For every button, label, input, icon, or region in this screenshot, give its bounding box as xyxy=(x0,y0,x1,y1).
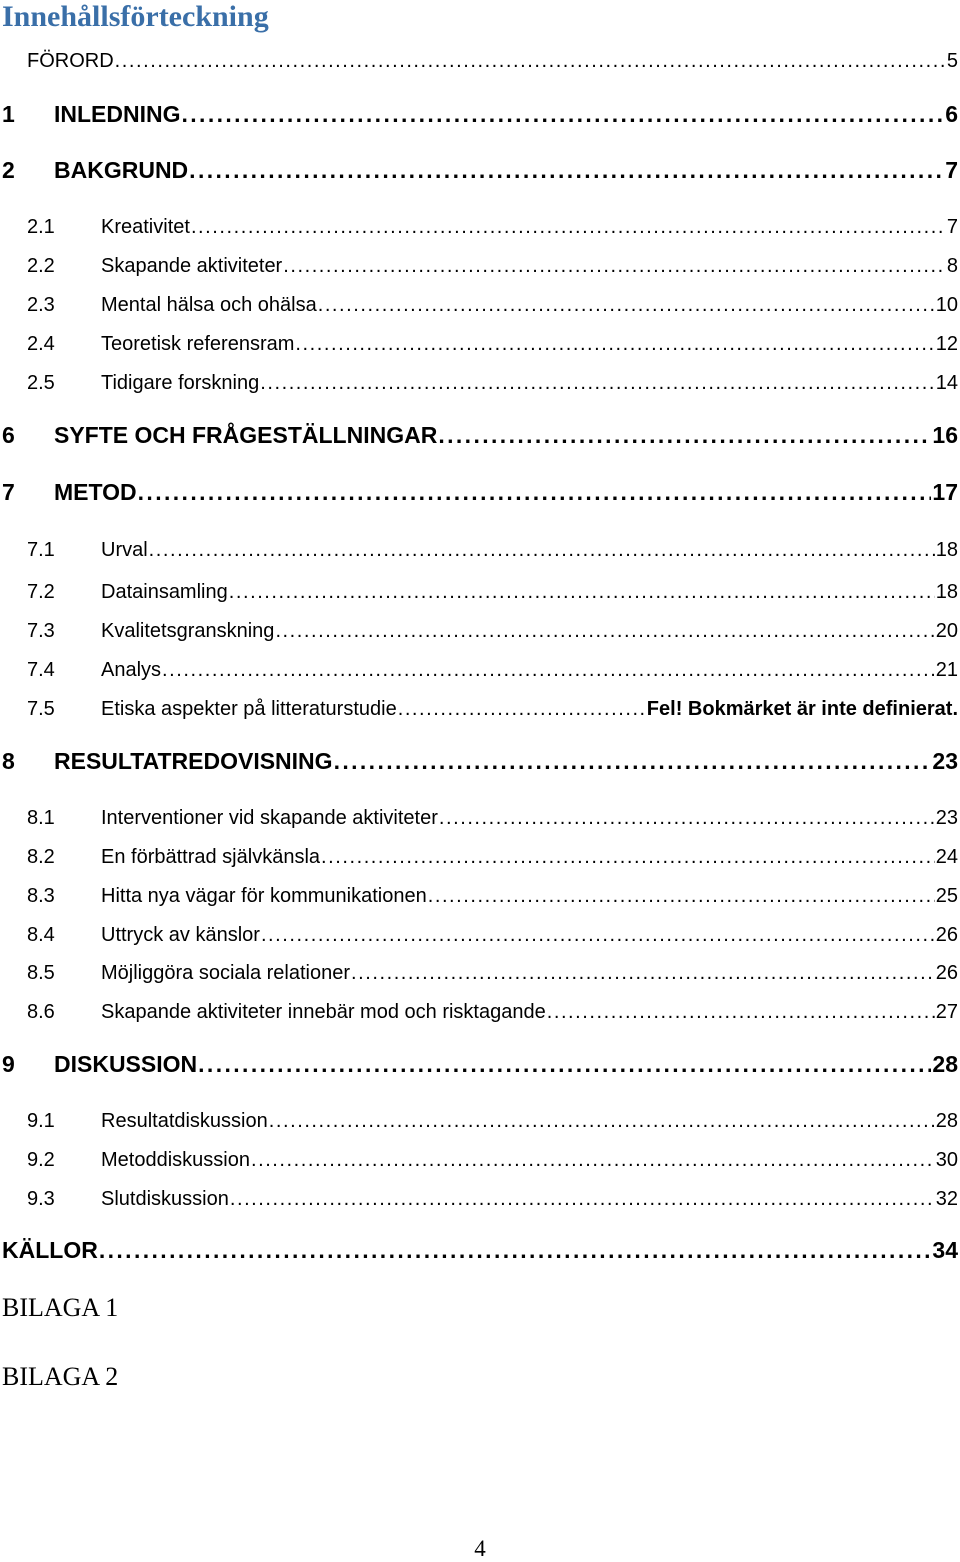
toc-dot-leader xyxy=(149,539,935,562)
toc-entry[interactable] xyxy=(0,1110,958,1133)
toc-dot-leader xyxy=(99,1237,932,1264)
toc-entry-number: 7.4 xyxy=(27,659,55,681)
toc-entry[interactable] xyxy=(0,659,958,682)
toc-entry-number: 2.4 xyxy=(27,333,55,355)
toc-entry-page: 12 xyxy=(935,333,958,355)
toc-dot-leader xyxy=(334,748,932,775)
toc-entry-number: 9.2 xyxy=(27,1149,55,1171)
toc-entry-number: 2.3 xyxy=(27,294,55,316)
toc-dot-leader xyxy=(198,1051,931,1078)
toc-entry[interactable] xyxy=(0,422,958,449)
toc-entry-page: Fel! Bokmärket är inte definierat. xyxy=(646,698,958,720)
toc-entry-number: 7.1 xyxy=(27,539,55,561)
toc-entry-number: 8.2 xyxy=(27,846,55,868)
toc-entry-label: Resultatdiskussion xyxy=(101,1110,268,1132)
toc-entry-label: Skapande aktiviteter xyxy=(101,255,283,277)
toc-entry-number: 9.1 xyxy=(27,1110,55,1132)
toc-dot-leader xyxy=(191,216,946,239)
toc-entry-page: 23 xyxy=(935,807,958,829)
toc-entry-label: Slutdiskussion xyxy=(101,1188,229,1210)
toc-entry-page: 26 xyxy=(935,962,958,984)
toc-entry-page: 24 xyxy=(935,846,958,868)
toc-entry-label: Tidigare forskning xyxy=(101,372,260,394)
toc-dot-leader xyxy=(269,1110,935,1133)
toc-dot-leader xyxy=(283,255,946,278)
toc-entry[interactable] xyxy=(0,539,958,562)
toc-entry[interactable] xyxy=(0,748,958,775)
toc-entry-number: 7 xyxy=(2,479,15,505)
page-number: 4 xyxy=(474,1536,486,1561)
toc-entry[interactable] xyxy=(0,807,958,830)
toc-entry-page: 14 xyxy=(935,372,958,394)
toc-entry-label: Möjliggöra sociala relationer xyxy=(101,962,351,984)
toc-entry-number: 1 xyxy=(2,101,15,127)
toc-entry-page: 17 xyxy=(932,479,958,505)
toc-dot-leader xyxy=(351,962,935,985)
toc-dot-leader xyxy=(318,294,935,317)
toc-entry-page: 20 xyxy=(935,620,958,642)
toc-entry[interactable] xyxy=(0,50,958,73)
toc-entry-number: 8.4 xyxy=(27,924,55,946)
toc-entry-number: 7.5 xyxy=(27,698,55,720)
toc-entry[interactable] xyxy=(0,581,958,604)
toc-entry-label: Uttryck av känslor xyxy=(101,924,260,946)
toc-entry-number: 2.5 xyxy=(27,372,55,394)
toc-dot-leader xyxy=(321,846,935,869)
toc-entry-number: 7.2 xyxy=(27,581,55,603)
toc-entry-label: Interventioner vid skapande aktiviteter xyxy=(101,807,438,829)
toc-entry[interactable] xyxy=(0,479,958,506)
toc-entry-label: RESULTATREDOVISNING xyxy=(54,748,333,774)
toc-dot-leader xyxy=(182,101,945,128)
toc-entry-number: 8.3 xyxy=(27,885,55,907)
toc-entry-label: INLEDNING xyxy=(54,101,181,127)
toc-entry[interactable] xyxy=(0,101,958,128)
toc-entry-page: 23 xyxy=(932,748,958,774)
toc-dot-leader xyxy=(138,479,932,506)
toc-entry-page: 7 xyxy=(946,216,958,238)
toc-entry-number: 2 xyxy=(2,157,15,183)
toc-entry[interactable] xyxy=(0,620,958,643)
toc-entry-label: Etiska aspekter på litteraturstudie xyxy=(101,698,397,720)
toc-entry-page: 27 xyxy=(935,1001,958,1023)
toc-entry[interactable] xyxy=(0,924,958,947)
toc-entry-label: Datainsamling xyxy=(101,581,228,603)
toc-entry-label: FÖRORD xyxy=(27,50,114,72)
toc-entry[interactable] xyxy=(0,372,958,395)
toc-entry-label: Mental hälsa och ohälsa xyxy=(101,294,317,316)
toc-entry[interactable] xyxy=(0,962,958,985)
toc-dot-leader xyxy=(251,1149,935,1172)
toc-entry-label: Hitta nya vägar för kommunikationen xyxy=(101,885,427,907)
toc-dot-leader xyxy=(428,885,935,908)
toc-entry-page: 18 xyxy=(935,581,958,603)
toc-dot-leader xyxy=(439,807,935,830)
toc-entry-number: 8.5 xyxy=(27,962,55,984)
toc-entry[interactable] xyxy=(0,255,958,278)
toc-entry-page: 30 xyxy=(935,1149,958,1171)
toc-entry-page: 28 xyxy=(935,1110,958,1132)
toc-entry[interactable] xyxy=(0,846,958,869)
toc-entry[interactable] xyxy=(0,1149,958,1172)
toc-entry-label: Kvalitetsgranskning xyxy=(101,620,275,642)
toc-dot-leader xyxy=(398,698,646,721)
toc-entry-number: 2.2 xyxy=(27,255,55,277)
appendix-2[interactable]: BILAGA 2 xyxy=(2,1362,119,1391)
toc-heading: Innehållsförteckning xyxy=(2,0,269,33)
toc-entry-page: 34 xyxy=(932,1237,958,1263)
toc-entry[interactable] xyxy=(0,1001,958,1024)
toc-entry-label: KÄLLOR xyxy=(2,1237,98,1263)
toc-entry[interactable] xyxy=(0,885,958,908)
toc-dot-leader xyxy=(115,50,946,73)
toc-entry-page: 10 xyxy=(935,294,958,316)
toc-entry-page: 5 xyxy=(946,50,958,72)
toc-entry-number: 8.6 xyxy=(27,1001,55,1023)
toc-entry-label: BAKGRUND xyxy=(54,157,189,183)
toc-entry[interactable] xyxy=(0,294,958,317)
toc-entry-label: Teoretisk referensram xyxy=(101,333,295,355)
toc-entry[interactable] xyxy=(0,698,958,721)
toc-dot-leader xyxy=(547,1001,935,1024)
toc-entry-label: En förbättrad självkänsla xyxy=(101,846,321,868)
toc-dot-leader xyxy=(261,924,935,947)
toc-entry-label: Analys xyxy=(101,659,162,681)
toc-entry-label: Kreativitet xyxy=(101,216,190,238)
toc-entry-number: 7.3 xyxy=(27,620,55,642)
toc-dot-leader xyxy=(162,659,935,682)
toc-entry-label: Urval xyxy=(101,539,148,561)
toc-entry-page: 25 xyxy=(935,885,958,907)
toc-entry-label: SYFTE OCH FRÅGESTÄLLNINGAR xyxy=(54,422,438,448)
toc-entry-number: 8 xyxy=(2,748,15,774)
toc-entry-page: 18 xyxy=(935,539,958,561)
toc-entry[interactable] xyxy=(0,1051,958,1078)
toc-entry-page: 7 xyxy=(945,157,958,183)
toc-entry[interactable] xyxy=(0,1188,958,1211)
toc-entry-label: DISKUSSION xyxy=(54,1051,198,1077)
toc-entry-page: 28 xyxy=(932,1051,958,1077)
toc-entry-number: 6 xyxy=(2,422,15,448)
toc-entry-page: 21 xyxy=(935,659,958,681)
toc-entry[interactable] xyxy=(0,333,958,356)
toc-entry-label: Metoddiskussion xyxy=(101,1149,250,1171)
toc-dot-leader xyxy=(189,157,944,184)
toc-entry-page: 16 xyxy=(932,422,958,448)
toc-entry-label: METOD xyxy=(54,479,137,505)
toc-entry[interactable] xyxy=(0,157,958,184)
toc-dot-leader xyxy=(230,1188,935,1211)
toc-entry-label: Skapande aktiviteter innebär mod och risktagande xyxy=(101,1001,546,1023)
toc-entry-page: 32 xyxy=(935,1188,958,1210)
toc-entry-number: 2.1 xyxy=(27,216,55,238)
toc-entry[interactable] xyxy=(0,216,958,239)
toc-entry[interactable] xyxy=(0,1237,958,1264)
toc-dot-leader xyxy=(438,422,931,449)
toc-entry-page: 26 xyxy=(935,924,958,946)
toc-entry-number: 8.1 xyxy=(27,807,55,829)
toc-entry-page: 8 xyxy=(946,255,958,277)
toc-entry-page: 6 xyxy=(945,101,958,127)
toc-dot-leader xyxy=(260,372,935,395)
toc-dot-leader xyxy=(295,333,934,356)
appendix-1[interactable]: BILAGA 1 xyxy=(2,1293,119,1322)
toc-entry-number: 9 xyxy=(2,1051,15,1077)
toc-entry-number: 9.3 xyxy=(27,1188,55,1210)
toc-dot-leader xyxy=(229,581,935,604)
toc-dot-leader xyxy=(275,620,934,643)
